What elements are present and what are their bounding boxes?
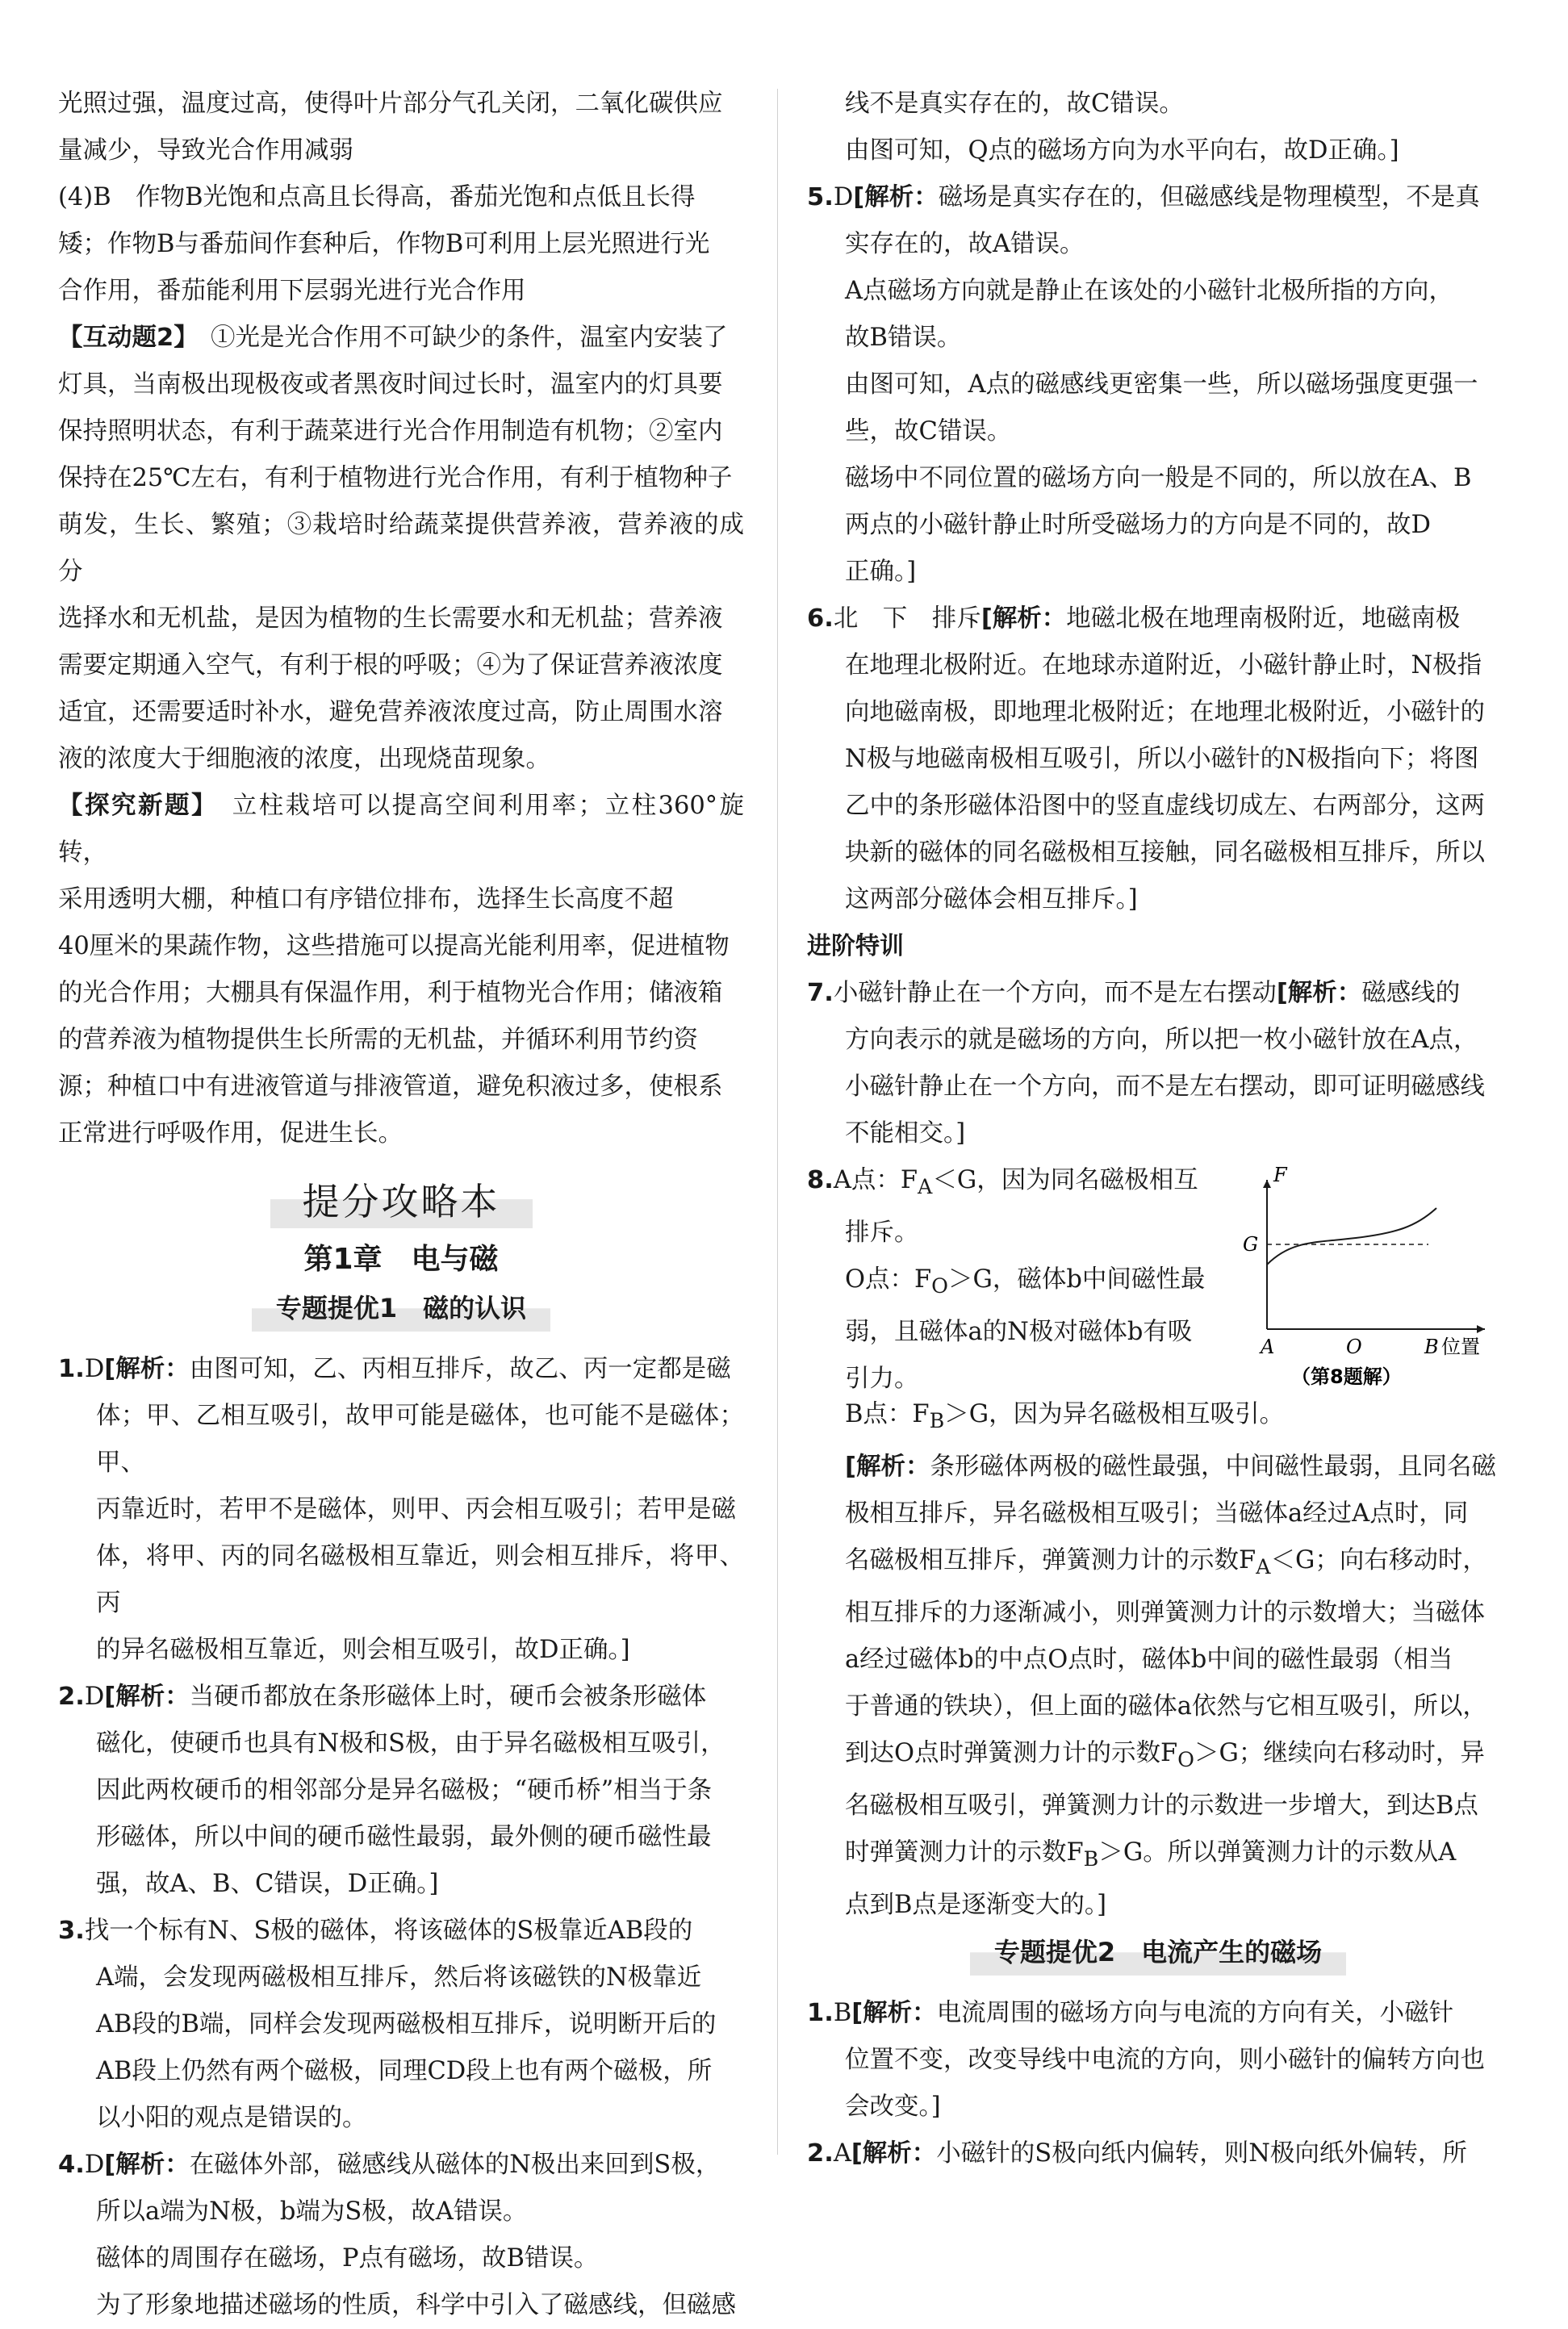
text-span: 磁场是真实存在的，但磁感线是物理模型，不是真 <box>938 183 1480 211</box>
text-span: ＞G；继续向右移动时，异 <box>1194 1739 1485 1768</box>
subscript: B <box>929 1408 945 1433</box>
answer-5 <box>807 174 1509 221</box>
text-line: 小磁针静止在一个方向，而不是左右摆动，即可证明磁感线 <box>845 1073 1485 1101</box>
explore-question <box>58 783 744 876</box>
answer-choice: 北 下 排斥 <box>833 604 981 633</box>
question-number: 1. <box>58 1355 85 1383</box>
text-span: ＞G，磁体b中间磁性最 <box>948 1265 1206 1294</box>
analysis-label: [解析： <box>1276 979 1362 1007</box>
answer-7 <box>807 970 1509 1017</box>
question-number: 3. <box>58 1917 85 1945</box>
section-title <box>807 1929 1509 1976</box>
book-title <box>58 1175 744 1228</box>
text-line: 位置不变，改变导线中电流的方向，则小磁针的偏转方向也 <box>845 2046 1485 2075</box>
text-line: A点磁场方向就是静止在该处的小磁针北极所指的方向， <box>845 277 1454 305</box>
text-line: 向地磁南极，即地理北极附近；在地理北极附近，小磁针的 <box>845 698 1485 726</box>
question-number: 4. <box>58 2151 85 2179</box>
text-line: 两点的小磁针静止时所受磁场力的方向是不同的，故D <box>845 511 1431 539</box>
text-line: 相互排斥的力逐渐减小，则弹簧测力计的示数增大；当磁体 <box>845 1599 1485 1628</box>
text-line: 实存在的，故A错误。 <box>845 230 1085 258</box>
text-span: 由图可知，乙、丙相互排斥，故乙、丙一定都是磁 <box>189 1355 731 1383</box>
text-line <box>807 1829 1509 1882</box>
section-title-text: 专题提优1 磁的认识 <box>252 1285 550 1332</box>
text-line: 引力。 <box>845 1365 919 1394</box>
text-line: 故B错误。 <box>845 324 962 352</box>
advanced-training-heading: 进阶特训 <box>807 932 904 960</box>
answer-2 <box>58 1674 744 1721</box>
text-line: 源；种植口中有进液管道与排液管道，避免积液过多，使根系 <box>58 1073 723 1101</box>
answer-choice: D <box>84 1355 105 1383</box>
answer-3 <box>58 1908 744 1955</box>
answer-choice: D <box>84 1683 105 1711</box>
answer-choice: A <box>833 2139 851 2168</box>
analysis-label: [解析： <box>845 1453 930 1482</box>
tag-label: 【互动题2】 <box>58 324 186 352</box>
text-line: 以小阳的观点是错误的。 <box>96 2104 367 2132</box>
text-line: 磁化，使硬币也具有N极和S极，由于异名磁极相互吸引， <box>96 1729 725 1758</box>
answer-8-text <box>807 1157 1259 1403</box>
text-line: 乙中的条形磁体沿图中的竖直虚线切成左、右两部分，这两 <box>845 792 1485 820</box>
x-axis-label: 位置 <box>1441 1336 1480 1358</box>
subscript: O <box>931 1273 949 1298</box>
text-span: 立柱栽培可以提高空间利用率；立柱360°旋转， <box>58 792 745 867</box>
text-line <box>807 1256 1259 1309</box>
analysis-label: [解析： <box>104 1683 190 1711</box>
text-line: N极与地磁南极相互吸引，所以小磁针的N极指向下；将图 <box>845 745 1479 773</box>
section2-answer-1 <box>807 1990 1509 2037</box>
question-number: 1. <box>807 1999 834 2028</box>
text-line <box>807 1444 1509 1491</box>
text-line: 保持照明状态，有利于蔬菜进行光合作用制造有机物；②室内 <box>58 417 723 445</box>
text-span: ＜G；向右移动时， <box>1270 1546 1487 1575</box>
x-axis-arrow <box>1477 1325 1485 1333</box>
analysis-label: [解析： <box>981 604 1067 633</box>
text-line: AB段上仍然有两个磁极，同理CD段上也有两个磁极，所 <box>96 2057 713 2085</box>
question-number: 6. <box>807 604 834 633</box>
answer-1 <box>58 1346 744 1393</box>
text-span: ＞G，因为异名磁极相互吸引。 <box>944 1400 1285 1428</box>
analysis-label: [解析： <box>104 2151 190 2179</box>
analysis-label: [解析： <box>104 1355 190 1383</box>
text-line: 液的浓度大于细胞液的浓度，出现烧苗现象。 <box>58 745 550 773</box>
column-divider <box>777 89 778 2155</box>
subscript: B <box>1083 1846 1099 1871</box>
text-line: 弱，且磁体a的N极对磁体b有吸 <box>845 1318 1193 1347</box>
text-line: 磁场中不同位置的磁场方向一般是不同的，所以放在A、B <box>845 464 1472 492</box>
answer-8 <box>807 1157 1509 1394</box>
text-line: 保持在25℃左右，有利于植物进行光合作用，有利于植物种子 <box>58 464 733 492</box>
text-span: 条形磁体两极的磁性最强，中间磁性最弱，且同名磁 <box>930 1453 1496 1482</box>
text-line <box>807 1730 1509 1783</box>
question-number: 5. <box>807 183 834 211</box>
book-title-text: 提分攻略本 <box>270 1175 533 1228</box>
text-line: 在地理北极附近。在地球赤道附近，小磁针静止时，N极指 <box>845 651 1482 679</box>
text-line: 点到B点是逐渐变大的。] <box>845 1891 1107 1920</box>
answer-choice: B <box>833 1999 852 2028</box>
text-line: 方向表示的就是磁场的方向，所以把一枚小磁针放在A点， <box>845 1026 1478 1054</box>
answer-text: 小磁针静止在一个方向，而不是左右摆动 <box>833 979 1277 1007</box>
question-number: 2. <box>58 1683 85 1711</box>
text-line: 些，故C错误。 <box>845 417 1012 445</box>
text-line: 萌发，生长、繁殖；③栽培时给蔬菜提供营养液，营养液的成分 <box>58 511 744 586</box>
text-line <box>807 1157 1259 1210</box>
text-line: 需要定期通入空气，有利于根的呼吸；④为了保证营养液浓度 <box>58 651 723 679</box>
point-a-label: A <box>1261 1336 1275 1358</box>
analysis-label: [解析： <box>851 1999 937 2028</box>
text-line: 会改变。] <box>845 2093 941 2122</box>
g-label: G <box>1243 1233 1259 1256</box>
point-o-label: O <box>1346 1336 1362 1358</box>
answer-choice: D <box>833 183 854 211</box>
text-span: 找一个标有N、S极的磁体，将该磁体的S极靠近AB段的 <box>84 1917 693 1945</box>
answer-4 <box>58 2142 744 2189</box>
answer-6 <box>807 596 1509 642</box>
text-line: 选择水和无机盐，是因为植物的生长需要水和无机盐；营养液 <box>58 604 723 633</box>
text-line: 由图可知，A点的磁感线更密集一些，所以磁场强度更强一 <box>845 370 1478 399</box>
text-span: A点：F <box>833 1166 918 1194</box>
tag-label: 【探究新题】 <box>58 792 206 820</box>
section-title-text: 专题提优2 电流产生的磁场 <box>970 1929 1346 1976</box>
text-span: ＞G。所以弹簧测力计的示数从A <box>1098 1838 1457 1867</box>
text-line: 正确。] <box>845 558 917 586</box>
text-line: 的营养液为植物提供生长所需的无机盐，并循环利用节约资 <box>58 1026 698 1054</box>
text-line: 采用透明大棚，种植口有序错位排布，选择生长高度不超 <box>58 885 674 914</box>
subscript: A <box>1256 1554 1271 1579</box>
text-line: 丙靠近时，若甲不是磁体，则甲、丙会相互吸引；若甲是磁 <box>96 1495 736 1524</box>
text-span: 在磁体外部，磁感线从磁体的N极出来回到S极， <box>189 2151 721 2179</box>
text-span: 当硬币都放在条形磁体上时，硬币会被条形磁体 <box>189 1683 707 1711</box>
left-column <box>58 81 744 2329</box>
answer-choice: D <box>84 2151 105 2179</box>
text-line: 所以a端为N极，b端为S极，故A错误。 <box>96 2197 528 2226</box>
question-number: 7. <box>807 979 834 1007</box>
text-span: 电流周围的磁场方向与电流的方向有关，小磁针 <box>936 1999 1454 2028</box>
text-line: 这两部分磁体会相互排斥。] <box>845 885 1138 914</box>
force-position-graph <box>1243 1164 1501 1390</box>
text-line: A端，会发现两磁极相互排斥，然后将该磁铁的N极靠近 <box>96 1963 702 1992</box>
figure-caption: （第8题解） <box>1291 1365 1402 1388</box>
section-title <box>58 1285 744 1332</box>
text-line: 排斥。 <box>845 1219 919 1248</box>
subscript: A <box>918 1174 933 1199</box>
text-line: 的光合作用；大棚具有保温作用，利于植物光合作用；储液箱 <box>58 979 723 1007</box>
text-span: 地磁北极在地理南极附近，地磁南极 <box>1066 604 1461 633</box>
text-line: 强，故A、B、C错误，D正确。] <box>96 1870 439 1898</box>
text-span: 磁感线的 <box>1361 979 1461 1007</box>
y-axis-arrow <box>1263 1180 1271 1188</box>
text-span: ＜G，因为同名磁极相互 <box>932 1166 1198 1194</box>
text-line: 的异名磁极相互靠近，则会相互吸引，故D正确。] <box>96 1636 630 1664</box>
text-line: 块新的磁体的同名磁极相互接触，同名磁极相互排斥，所以 <box>845 838 1485 867</box>
text-line: 线不是真实存在的，故C错误。 <box>845 90 1184 118</box>
text-line: 因此两枚硬币的相邻部分是异名磁极；“硬币桥”相当于条 <box>96 1776 713 1804</box>
text-line: 正常进行呼吸作用，促进生长。 <box>58 1119 403 1148</box>
text-line: 量减少，导致光合作用减弱 <box>58 136 353 165</box>
text-span: B点：F <box>845 1400 930 1428</box>
text-line: (4)B 作物B光饱和点高且长得高，番茄光饱和点低且长得 <box>58 183 696 211</box>
text-line: 合作用，番茄能利用下层弱光进行光合作用 <box>58 277 526 305</box>
text-line: 灯具，当南极出现极夜或者黑夜时间过长时，温室内的灯具要 <box>58 370 723 399</box>
text-line: 由图可知，Q点的磁场方向为水平向右，故D正确。] <box>845 136 1399 165</box>
text-span: 时弹簧测力计的示数F <box>845 1838 1084 1867</box>
text-span: 名磁极相互排斥，弹簧测力计的示数F <box>845 1546 1256 1575</box>
text-line: 名磁极相互吸引，弹簧测力计的示数进一步增大，到达B点 <box>845 1792 1478 1821</box>
text-span: 小磁针的S极向纸内偏转，则N极向纸外偏转，所 <box>936 2139 1467 2168</box>
text-line: 于普通的铁块），但上面的磁体a依然与它相互吸引，所以， <box>845 1692 1487 1721</box>
text-line <box>807 1537 1509 1590</box>
subscript: O <box>1177 1747 1195 1772</box>
text-line: 40厘米的果蔬作物，这些措施可以提高光能利用率，促进植物 <box>58 932 730 960</box>
question-number: 8. <box>807 1166 834 1194</box>
question-number: 2. <box>807 2139 834 2168</box>
point-b-label: B <box>1424 1336 1439 1358</box>
section2-answer-2 <box>807 2130 1509 2177</box>
text-line: 适宜，还需要适时补水，避免营养液浓度过高，防止周围水溶 <box>58 698 723 726</box>
text-line: AB段的B端，同样会发现两磁极相互排斥，说明断开后的 <box>96 2010 717 2038</box>
text-line: 极相互排斥，异名磁极相互吸引；当磁体a经过A点时，同 <box>845 1499 1469 1528</box>
force-curve <box>1267 1208 1436 1265</box>
analysis-label: [解析： <box>853 183 939 211</box>
text-line: 不能相交。] <box>845 1119 966 1148</box>
text-line: 形磁体，所以中间的硬币磁性最弱，最外侧的硬币磁性最 <box>96 1823 712 1851</box>
text-span: 到达O点时弹簧测力计的示数F <box>845 1739 1178 1768</box>
text-span: ①光是光合作用不可缺少的条件，温室内安装了 <box>210 324 728 352</box>
y-axis-label: F <box>1273 1164 1287 1186</box>
text-line: 光照过强，温度过高，使得叶片部分气孔关闭，二氧化碳供应 <box>58 90 723 118</box>
analysis-label: [解析： <box>851 2139 937 2168</box>
text-line: 矮；作物B与番茄间作套种后，作物B可利用上层光照进行光 <box>58 230 710 258</box>
text-line: 为了形象地描述磁场的性质，科学中引入了磁感线，但磁感 <box>96 2291 736 2319</box>
chapter-title: 第1章 电与磁 <box>303 1243 499 1276</box>
text-line: a经过磁体b的中点O点时，磁体b中间的磁性最弱（相当 <box>845 1645 1453 1675</box>
text-span: O点：F <box>845 1265 932 1294</box>
right-column <box>807 81 1509 2177</box>
text-line: 磁体的周围存在磁场，P点有磁场，故B错误。 <box>96 2244 599 2273</box>
interactive-question-2 <box>58 315 744 362</box>
text-line: 体；甲、乙相互吸引，故甲可能是磁体，也可能不是磁体；甲、 <box>96 1402 744 1477</box>
text-line: 体，将甲、丙的同名磁极相互靠近，则会相互排斥，将甲、丙 <box>96 1542 744 1617</box>
